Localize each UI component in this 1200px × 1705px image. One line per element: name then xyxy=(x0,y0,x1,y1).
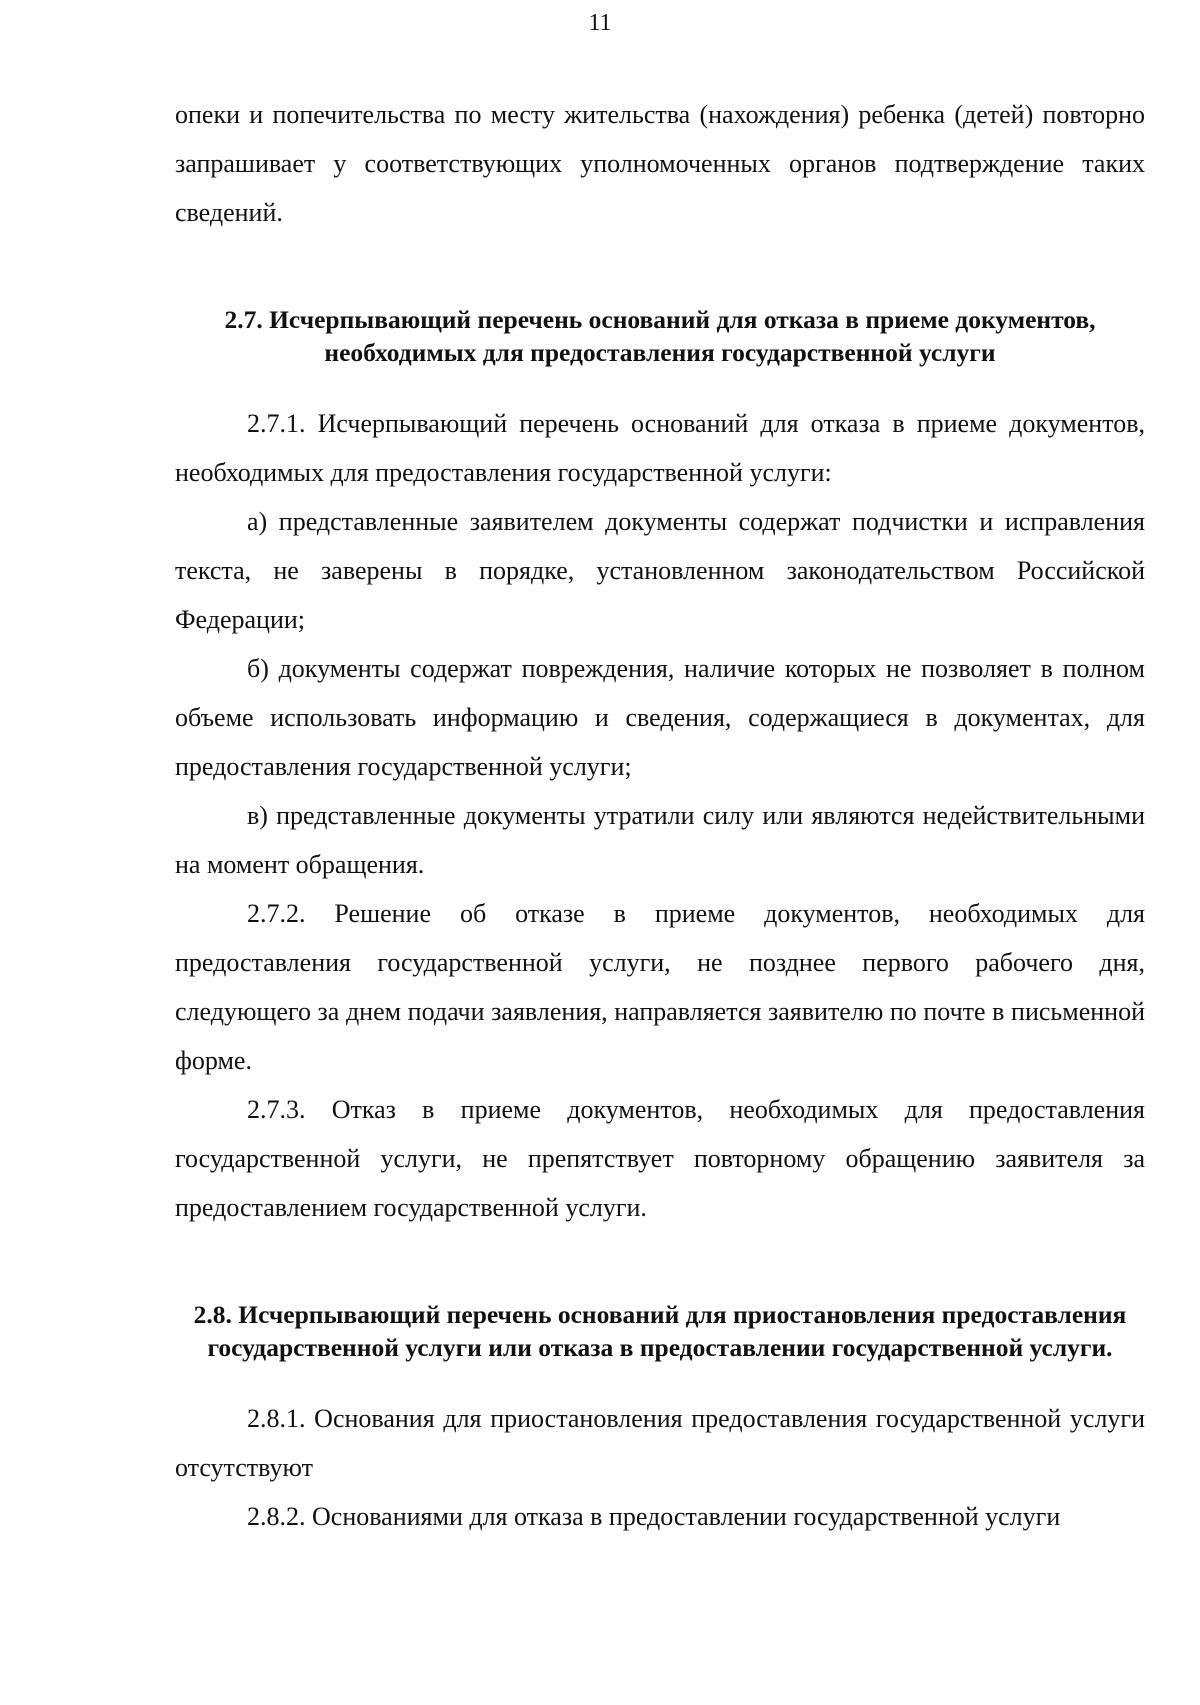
paragraph-2-7-2: 2.7.2. Решение об отказе в приеме документов, необходимых для предоставления государственной услуги, не позднее первого рабочего дня, следующего за днем подачи заявления, направляется заявителю по почте в письменной форме. xyxy=(175,899,1145,1075)
list-item-b: б) документы содержат повреждения, наличие которых не позволяет в полном объеме использовать информацию и сведения, содержащиеся в документах, для предоставления государственной услуги; xyxy=(175,654,1145,781)
list-item-a: а) представленные заявителем документы содержат подчистки и исправления текста, не заверены в порядке, установленном законодательством Российской Федерации; xyxy=(175,507,1145,634)
section-2-7-heading: 2.7. Исчерпывающий перечень оснований для отказа в приеме документов, необходимых для предоставления государственной услуги xyxy=(224,305,1096,367)
spacer xyxy=(175,1364,1145,1394)
spacer xyxy=(175,237,1145,303)
list-item-v: в) представленные документы утратили силу или являются недействительными на момент обращения. xyxy=(175,801,1145,879)
intro-paragraph: опеки и попечительства по месту жительства (нахождения) ребенка (детей) повторно запрашивает у соответствующих уполномоченных органов подтверждение таких сведений. xyxy=(175,100,1145,227)
spacer xyxy=(175,369,1145,399)
spacer xyxy=(175,1232,1145,1298)
document-body xyxy=(175,90,1145,1541)
section-2-8-heading: 2.8. Исчерпывающий перечень оснований для приостановления предоставления государственной услуги или отказа в предоставлении государственной услуги. xyxy=(193,1300,1127,1362)
paragraph-2-7-1: 2.7.1. Исчерпывающий перечень оснований для отказа в приеме документов, необходимых для предоставления государственной услуги: xyxy=(175,409,1145,487)
paragraph-2-8-2: 2.8.2. Основаниями для отказа в предоставлении государственной услуги xyxy=(247,1502,1061,1531)
paragraph-2-8-1: 2.8.1. Основания для приостановления предоставления государственной услуги отсутствуют xyxy=(175,1404,1145,1482)
paragraph-2-7-3: 2.7.3. Отказ в приеме документов, необходимых для предоставления государственной услуги, не препятствует повторному обращению заявителя за предоставлением государственной услуги. xyxy=(175,1095,1145,1222)
page-number: 11 xyxy=(588,10,612,36)
